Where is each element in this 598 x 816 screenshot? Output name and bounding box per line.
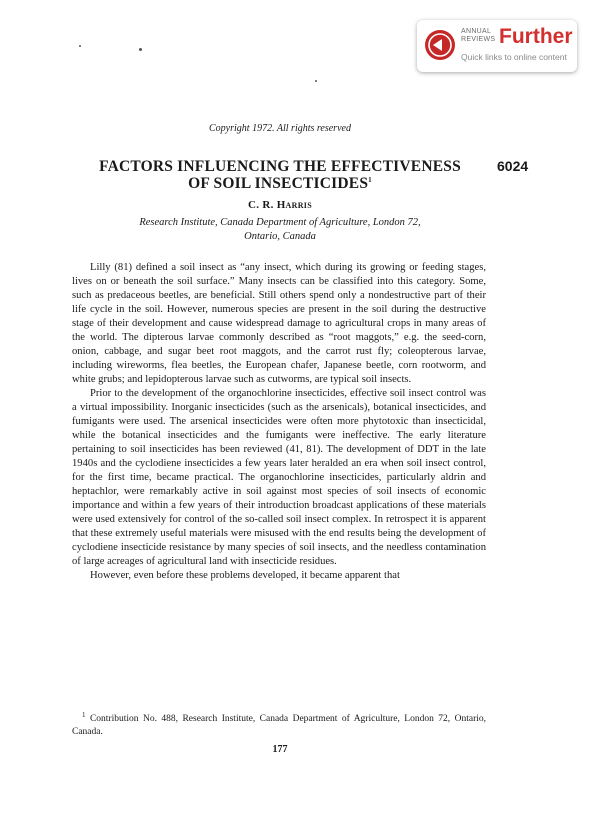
affiliation-line-2: Ontario, Canada xyxy=(244,230,316,242)
body-paragraph-3: However, even before these problems developed, it became apparent that xyxy=(90,570,400,581)
further-word: Further xyxy=(499,25,573,48)
brand-line-1: ANNUAL xyxy=(461,28,492,35)
article-number: 6024 xyxy=(497,158,529,174)
further-banner[interactable] xyxy=(417,20,577,72)
annual-reviews-logo-text xyxy=(461,28,495,44)
scan-speck xyxy=(139,48,142,51)
title-line-1: FACTORS INFLUENCING THE EFFECTIVENESS xyxy=(99,158,461,175)
title-line-2-text: OF SOIL INSECTICIDES xyxy=(188,175,369,192)
footnote-text: Contribution No. 488, Research Institute, Canada Department of Agriculture, London 72, Ontario, Canada. xyxy=(72,714,487,737)
article-body xyxy=(72,261,486,583)
scan-speck xyxy=(315,80,317,82)
footnote xyxy=(72,710,487,738)
title-footnote-mark: 1 xyxy=(368,175,372,184)
further-subtitle: Quick links to online content xyxy=(461,52,567,62)
page-number: 177 xyxy=(272,744,288,755)
author-affiliation xyxy=(90,216,470,243)
title-line-2 xyxy=(70,175,490,192)
body-paragraph-2: Prior to the development of the organochlorine insecticides, effective soil insect control was a virtual impossibility. Inorganic insecticides (such as the arsenicals), botanical insecticides, and fumigants were used. The arsenical insecticides were often more phytotoxic than insecticidal, while the botanical insecticides and the fumigants were ineffective. The early literature pertaining to soil insecticides has been reviewed (41, 81). The development of DDT in the late 1940s and the cyclodiene insecticides a few years later heralded an era when soil insect control, for the first time, became practical. The organochlorine insecticides, particularly aldrin and heptachlor, were remarkably active in soil against most species of soil insects of economic importance and within a few years of their introduction broadcast applications of these materials were used extensively for control of the so-called soil insect complex. In retrospect it is apparent that these extremely useful materials were misused with the end results being the development of cyclodiene insecticide resistance by many species of soil insects, and the needless contamination of large acreages of agricultural land with insecticide residues. xyxy=(72,388,486,567)
article-title xyxy=(70,158,490,192)
arrow-left-icon xyxy=(425,30,455,60)
scan-speck xyxy=(79,45,81,47)
author-name: C. R. Harris xyxy=(248,199,312,211)
brand-line-2: REVIEWS xyxy=(461,36,496,43)
footnote-mark: 1 xyxy=(82,710,86,719)
body-paragraph-1: Lilly (81) defined a soil insect as “any insect, which during its growing or feeding stages, lives on or beneath the soil surface.” Many insects can be classified into this category. Some, such as predaceous beetles, are beneficial. Still others spend only a nondestructive part of their life cycle in the soil. However, numerous species are present in the soil during the destructive stage of their development and cause widespread damage to agricultural crops in many areas of the world. The dipterous larvae commonly described as “root maggots,” e.g. the seed-corn, onion, cabbage, and sugar beet root maggots, and the carrot rust fly; coleopterous larvae, including wireworms, flea beetles, the European chafer, Japanese beetle, corn rootworm, and white grubs; and lepidopterous larvae such as cutworms, are typical soil insects. xyxy=(72,262,486,385)
affiliation-line-1: Research Institute, Canada Department of Agriculture, London 72, xyxy=(139,217,421,228)
copyright-notice: Copyright 1972. All rights reserved xyxy=(209,123,351,134)
